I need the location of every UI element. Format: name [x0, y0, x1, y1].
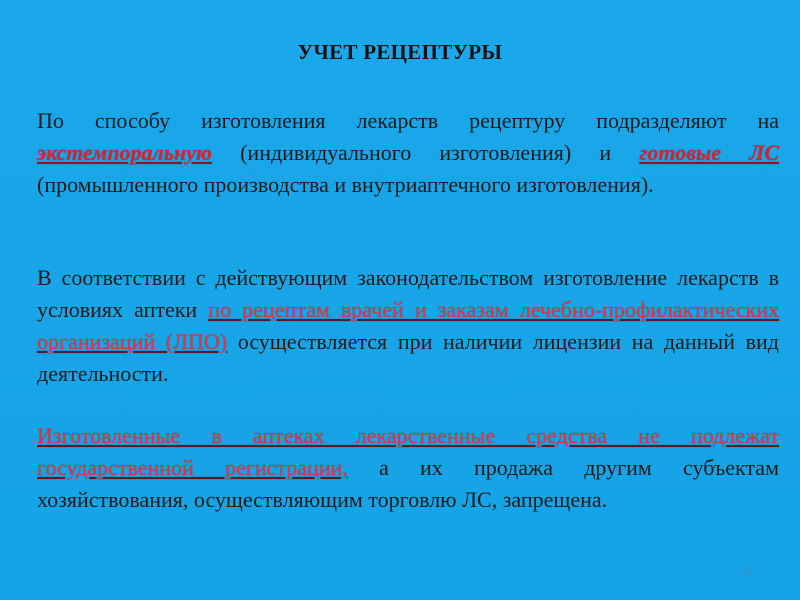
paragraph-text: (промышленного производства и внутриаптечного изготовления). — [37, 172, 654, 197]
paragraph-text: (индивидуального изготовления) и — [211, 140, 640, 165]
highlight-no-registration: Изготовленные в аптеках лекарственные средства не подлежат государственной регистрации, — [37, 423, 779, 480]
paragraph-registration — [37, 420, 779, 516]
paragraph-legislation — [37, 262, 779, 390]
highlight-ready-drugs: готовые ЛС — [639, 140, 779, 165]
highlight-prescriptions-orders: по рецептам врачей и заказам лечебно-профилактических организаций (ЛПО) — [37, 297, 779, 354]
highlight-extemporaneous: экстемпоральную — [37, 140, 212, 165]
slide-title: УЧЕТ РЕЦЕПТУРЫ — [297, 40, 503, 64]
paragraph-text: а их продажа другим субъектам хозяйствования, осуществляющим торговлю ЛС, запрещена. — [37, 455, 779, 512]
paragraph-text: По способу изготовления лекарств рецептуру подразделяют на — [37, 108, 779, 133]
paragraph-prescription-types — [37, 105, 779, 201]
paragraph-text: осуществляется при наличии лицензии на данный вид деятельности. — [37, 329, 779, 386]
paragraph-text: В соответствии с действующим законодательством изготовление лекарств в условиях аптеки — [37, 265, 779, 322]
page-number: 20 — [740, 567, 752, 578]
